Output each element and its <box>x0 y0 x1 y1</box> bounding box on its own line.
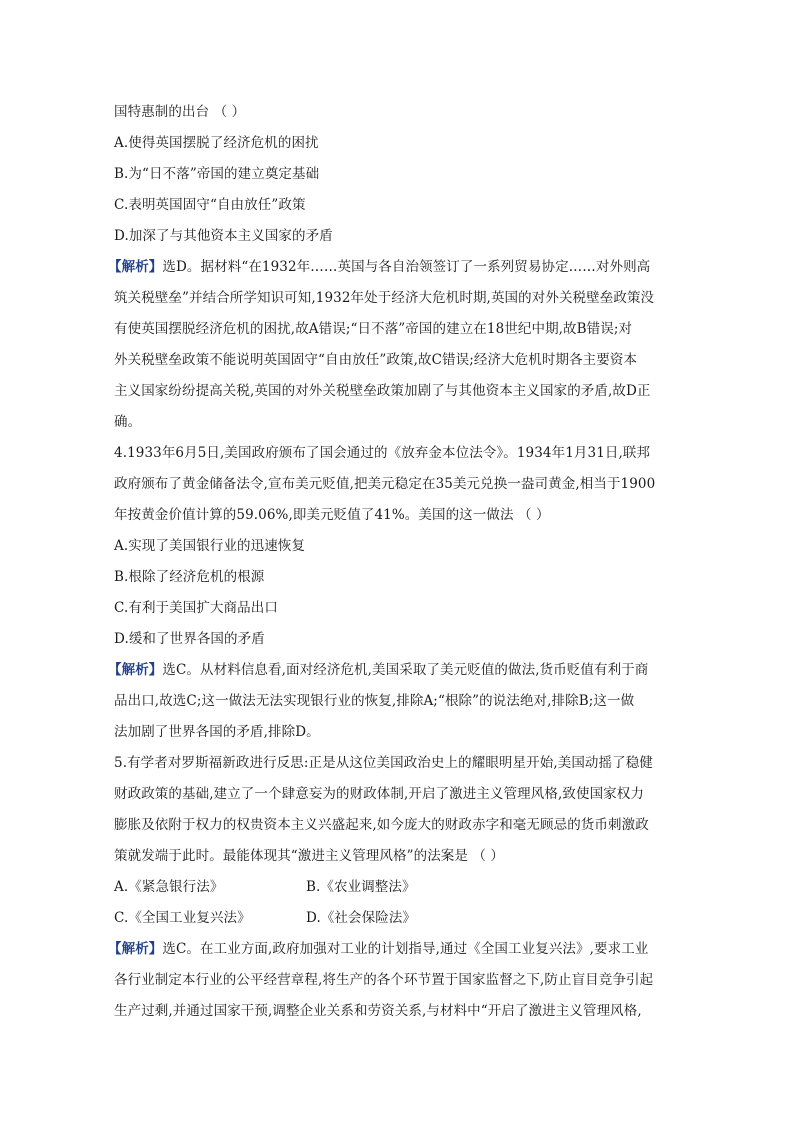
q3-option-c: C.表明英国固守“自由放任”政策 <box>114 197 306 213</box>
q5-analysis-text: 选C。在工业方面,政府加强对工业的计划指导,通过《全国工业复兴法》,要求工业 <box>162 941 649 957</box>
q5-analysis-line: 各行业制定本行业的公平经营章程,将生产的各个环节置于国家监督之下,防止盲目竞争引起 <box>114 972 654 988</box>
q4-option-d: D.缓和了世界各国的矛盾 <box>114 631 265 647</box>
q5-stem-line: 策就发端于此时。最能体现其“激进主义管理风格”的法案是 （ ） <box>114 848 504 864</box>
q5-option-c: C.《全国工业复兴法》 <box>114 910 251 926</box>
q5-option-d: D.《社会保险法》 <box>306 910 417 926</box>
q3-stem: 国特惠制的出台 （ ） <box>114 104 246 120</box>
q4-stem-line: 4.1933年6月5日,美国政府颁布了国会通过的《放弃金本位法令》。1934年1月31日,联邦 <box>114 445 651 461</box>
q3-option-d: D.加深了与其他资本主义国家的矛盾 <box>114 228 333 244</box>
q3-option-a: A.使得英国摆脱了经济危机的困扰 <box>114 135 319 151</box>
q4-stem-line: 年按黄金价值计算的59.06%,即美元贬值了41%。美国的这一做法 （ ） <box>114 507 550 523</box>
analysis-tag: 【解析】 <box>108 259 163 275</box>
q4-option-a: A.实现了美国银行业的迅速恢复 <box>114 538 306 554</box>
q3-analysis-text: 选D。据材料“在1932年……英国与各自治领签订了一系列贸易协定……对外则高 <box>162 259 651 275</box>
analysis-tag: 【解析】 <box>108 662 163 678</box>
q5-options-row <box>114 903 684 934</box>
q4-analysis-line <box>108 655 684 686</box>
q4-stem-line: 政府颁布了黄金储备法令,宣布美元贬值,把美元稳定在35美元兑换一盎司黄金,相当于1900 <box>114 476 656 492</box>
q5-options-row <box>114 872 684 903</box>
analysis-tag: 【解析】 <box>108 941 163 957</box>
q5-stem-line: 财政政策的基础,建立了一个肆意妄为的财政体制,开启了激进主义管理风格,致使国家权力 <box>114 786 644 802</box>
q5-analysis-line <box>108 934 684 965</box>
q4-analysis-line: 品出口,故选C;这一做法无法实现银行业的恢复,排除A;“根除”的说法绝对,排除B;这一做 <box>114 693 635 709</box>
q5-stem-line: 膨胀及依附于权力的权贵资本主义兴盛起来,如今庞大的财政赤字和毫无顾忌的货币刺激政 <box>114 817 649 833</box>
q3-analysis-line: 主义国家纷纷提高关税,英国的对外关税壁垒政策加剧了与其他资本主义国家的矛盾,故D正 <box>114 383 651 399</box>
q4-option-b: B.根除了经济危机的根源 <box>114 569 265 585</box>
q4-option-c: C.有利于美国扩大商品出口 <box>114 600 278 616</box>
q5-option-b: B.《农业调整法》 <box>306 879 416 895</box>
q3-analysis-line: 外关税壁垒政策不能说明英国固守“自由放任”政策,故C错误;经济大危机时期各主要资本 <box>114 352 638 368</box>
q3-option-b: B.为“日不落”帝国的建立奠定基础 <box>114 166 320 182</box>
q3-analysis-line: 筑关税壁垒”并结合所学知识可知,1932年处于经济大危机时期,英国的对外关税壁垒政策没 <box>114 290 655 306</box>
document-page <box>108 97 684 1058</box>
q5-analysis-line <box>114 1027 684 1058</box>
q3-analysis-line <box>108 252 684 283</box>
q3-analysis-line: 有使英国摆脱经济危机的困扰,故A错误;“日不落”帝国的建立在18世纪中期,故B错误;对 <box>114 321 633 337</box>
q4-analysis-line: 法加剧了世界各国的矛盾,排除D。 <box>114 724 320 740</box>
q5-option-a: A.《紧急银行法》 <box>114 879 224 895</box>
q4-analysis-text: 选C。从材料信息看,面对经济危机,美国采取了美元贬值的做法,货币贬值有利于商 <box>162 662 649 678</box>
q5-stem-line: 5.有学者对罗斯福新政进行反思:正是从这位美国政治史上的耀眼明星开始,美国动摇了稳健 <box>114 755 653 771</box>
q3-analysis-line: 确。 <box>114 414 142 430</box>
q5-analysis-line: 生产过剩,并通过国家干预,调整企业关系和劳资关系,与材料中“开启了激进主义管理风格, <box>114 1003 642 1019</box>
